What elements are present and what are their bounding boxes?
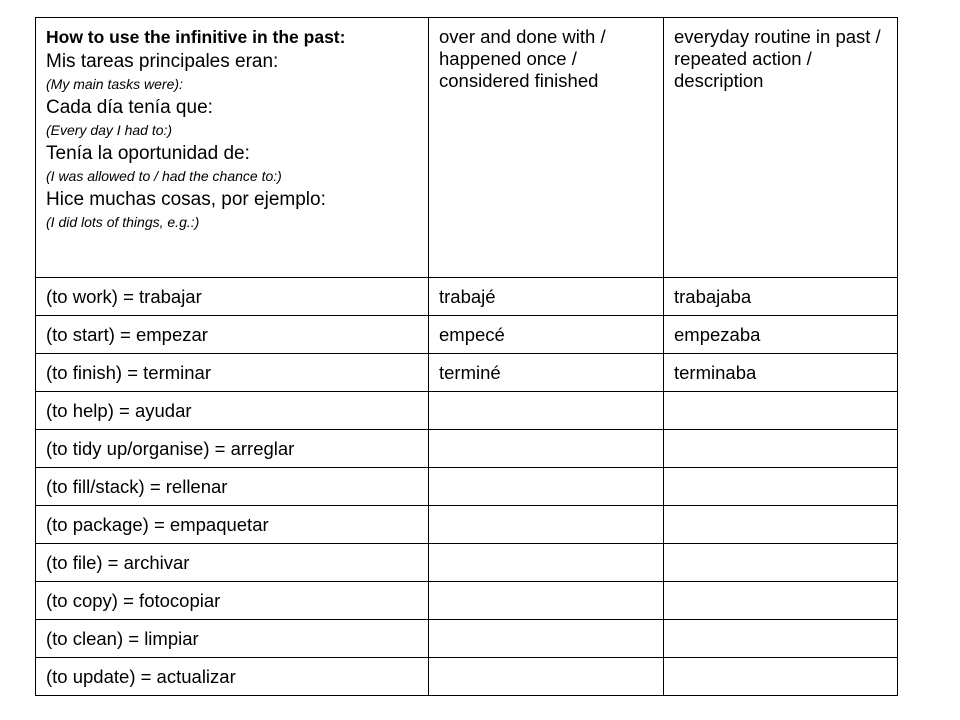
preterite-cell[interactable] — [429, 430, 664, 468]
phrase-translation: (I did lots of things, e.g.:) — [46, 214, 200, 230]
preterite-cell[interactable]: terminé — [429, 354, 664, 392]
verb-table — [35, 17, 898, 696]
infinitive-cell: (to package) = empaquetar — [36, 506, 429, 544]
preterite-cell[interactable] — [429, 620, 664, 658]
phrase-spanish: Mis tareas principales eran: — [46, 51, 279, 72]
preterite-cell[interactable] — [429, 544, 664, 582]
header-title: How to use the infinitive in the past: — [46, 27, 346, 47]
table-row — [36, 354, 898, 392]
preterite-cell[interactable]: empecé — [429, 316, 664, 354]
imperfect-cell[interactable]: trabajaba — [664, 278, 898, 316]
infinitive-cell: (to fill/stack) = rellenar — [36, 468, 429, 506]
phrase-spanish: Hice muchas cosas, por ejemplo: — [46, 189, 326, 210]
imperfect-cell[interactable] — [664, 468, 898, 506]
table-row — [36, 658, 898, 696]
infinitive-cell: (to finish) = terminar — [36, 354, 429, 392]
infinitive-cell: (to update) = actualizar — [36, 658, 429, 696]
infinitive-cell: (to help) = ayudar — [36, 392, 429, 430]
header-preterite-cell — [429, 18, 664, 278]
preterite-cell[interactable] — [429, 658, 664, 696]
infinitive-cell: (to tidy up/organise) = arreglar — [36, 430, 429, 468]
preterite-description-line: over and done with / — [439, 26, 606, 47]
table-row — [36, 430, 898, 468]
table-row — [36, 468, 898, 506]
table-row — [36, 278, 898, 316]
imperfect-cell[interactable] — [664, 506, 898, 544]
preterite-cell[interactable]: trabajé — [429, 278, 664, 316]
imperfect-cell[interactable] — [664, 544, 898, 582]
preterite-cell[interactable] — [429, 468, 664, 506]
imperfect-cell[interactable] — [664, 392, 898, 430]
preterite-description-line: happened once / — [439, 48, 577, 69]
preterite-cell[interactable] — [429, 392, 664, 430]
table-row — [36, 620, 898, 658]
table-row — [36, 544, 898, 582]
phrase-translation: (I was allowed to / had the chance to:) — [46, 168, 282, 184]
imperfect-cell[interactable] — [664, 658, 898, 696]
table-row — [36, 392, 898, 430]
infinitive-cell: (to file) = archivar — [36, 544, 429, 582]
imperfect-description-line: description — [674, 70, 764, 91]
imperfect-cell[interactable]: empezaba — [664, 316, 898, 354]
table-row — [36, 316, 898, 354]
table-row — [36, 582, 898, 620]
table-row — [36, 506, 898, 544]
preterite-cell[interactable] — [429, 582, 664, 620]
header-row — [36, 18, 898, 278]
imperfect-cell[interactable]: terminaba — [664, 354, 898, 392]
phrase-spanish: Tenía la oportunidad de: — [46, 143, 250, 164]
infinitive-cell: (to clean) = limpiar — [36, 620, 429, 658]
phrase-translation: (My main tasks were): — [46, 76, 183, 92]
imperfect-cell[interactable] — [664, 582, 898, 620]
imperfect-description-line: everyday routine in past / — [674, 26, 881, 47]
verb-table-body — [36, 18, 898, 696]
infinitive-cell: (to copy) = fotocopiar — [36, 582, 429, 620]
phrase-translation: (Every day I had to:) — [46, 122, 173, 138]
header-imperfect-cell — [664, 18, 898, 278]
header-instructions-cell — [36, 18, 429, 278]
imperfect-cell[interactable] — [664, 620, 898, 658]
infinitive-cell: (to start) = empezar — [36, 316, 429, 354]
imperfect-description-line: repeated action / — [674, 48, 812, 69]
phrase-spanish: Cada día tenía que: — [46, 97, 213, 118]
preterite-cell[interactable] — [429, 506, 664, 544]
imperfect-cell[interactable] — [664, 430, 898, 468]
infinitive-cell: (to work) = trabajar — [36, 278, 429, 316]
preterite-description-line: considered finished — [439, 70, 599, 91]
